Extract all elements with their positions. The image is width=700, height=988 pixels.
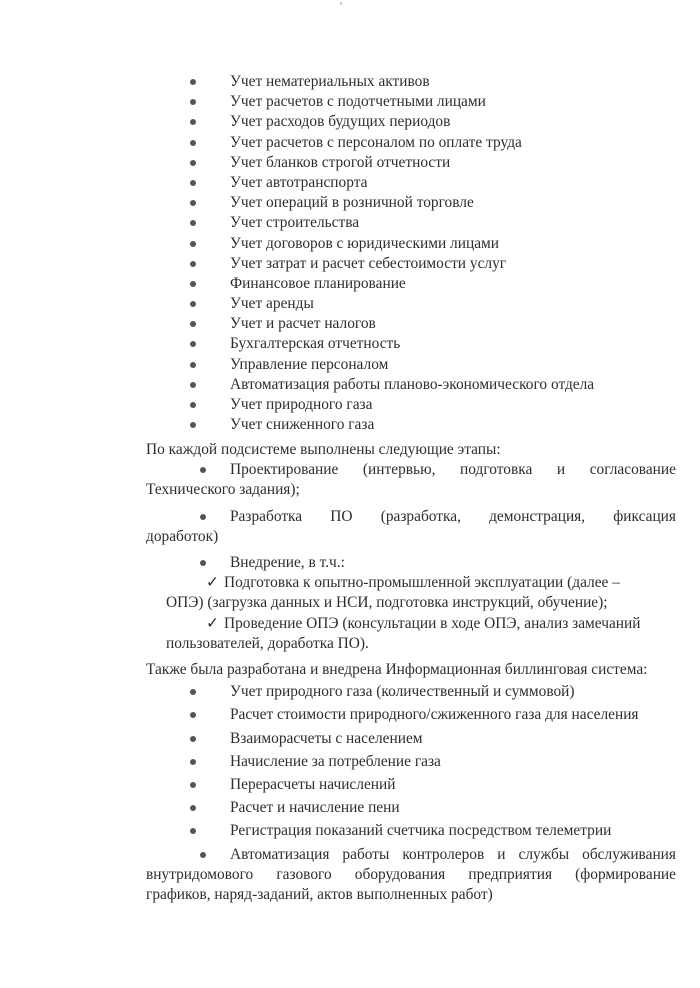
list-item: Расчет стоимости природного/сжиженного газа для населения xyxy=(190,703,676,726)
list-item: Управление персоналом xyxy=(190,355,594,375)
checkmark-icon: ✓ xyxy=(206,614,219,632)
list-item: Учет аренды xyxy=(190,294,594,314)
bullet-icon xyxy=(190,119,196,125)
list-item: Учет расчетов с персоналом по оплате труда xyxy=(190,133,594,153)
bullet-icon xyxy=(190,200,196,206)
stage-development-line1: Разработка ПО (разработка, демонстрация, фиксация xyxy=(146,507,676,527)
bullet-icon xyxy=(190,79,196,85)
stage-design-line1: Проектирование (интервью, подготовка и согласование xyxy=(146,460,676,480)
billing-list xyxy=(146,680,676,842)
billing-last-line1: Автоматизация работы контролеров и службы обслуживания xyxy=(146,845,676,865)
list-item: Расчет и начисление пени xyxy=(190,796,676,819)
bullet-icon xyxy=(190,362,196,368)
list-item: Учет природного газа xyxy=(190,395,594,415)
bullet-icon xyxy=(190,341,196,347)
stages-intro: По каждой подсистеме выполнены следующие этапы: xyxy=(146,441,501,458)
bullet-icon xyxy=(190,160,196,166)
checkmark-icon: ✓ xyxy=(206,574,219,592)
bullet-icon xyxy=(190,301,196,307)
billing-section xyxy=(146,660,676,905)
list-item: Учет сниженного газа xyxy=(190,415,594,435)
list-item: Регистрация показаний счетчика посредством телеметрии xyxy=(190,819,676,842)
list-item: Учет и расчет налогов xyxy=(190,314,594,334)
list-item: Учет договоров с юридическими лицами xyxy=(190,234,594,254)
list-item: Учет операций в розничной торговле xyxy=(190,193,594,213)
bullet-icon xyxy=(200,467,206,473)
bullet-icon xyxy=(190,402,196,408)
bullet-icon xyxy=(200,852,206,858)
bullet-icon xyxy=(190,241,196,247)
list-item: Учет природного газа (количественный и суммовой) xyxy=(190,680,676,703)
bullet-icon xyxy=(190,140,196,146)
list-item: Учет бланков строгой отчетности xyxy=(190,153,594,173)
bullet-icon xyxy=(190,321,196,327)
list-item: Учет строительства xyxy=(190,213,594,233)
bullet-icon xyxy=(190,99,196,105)
bullet-icon xyxy=(200,560,206,566)
list-item: Автоматизация работы планово-экономического отдела xyxy=(190,375,594,395)
bullet-icon xyxy=(190,382,196,388)
scan-speck xyxy=(340,2,342,5)
list-item: Учет расходов будущих периодов xyxy=(190,112,594,132)
list-item: Перерасчеты начислений xyxy=(190,773,676,796)
bullet-icon xyxy=(190,736,196,742)
bullet-icon xyxy=(190,759,196,765)
bullet-icon xyxy=(190,828,196,834)
subsystems-list xyxy=(190,72,594,435)
bullet-icon xyxy=(190,689,196,695)
billing-intro: Также была разработана и внедрена Информационная биллинговая система: xyxy=(146,661,648,678)
stage-deployment: Внедрение, в т.ч.: xyxy=(146,553,676,573)
deployment-sub1-line2: ОПЭ) (загрузка данных и НСИ, подготовка инструкций, обучение); xyxy=(166,594,608,612)
bullet-icon xyxy=(190,220,196,226)
bullet-icon xyxy=(190,281,196,287)
deployment-sub2-line1: ✓ Проведение ОПЭ (консультации в ходе ОПЭ, анализ замечаний xyxy=(146,614,676,634)
bullet-icon xyxy=(190,180,196,186)
bullet-icon xyxy=(190,261,196,267)
list-item: Учет нематериальных активов xyxy=(190,72,594,92)
list-item: Бухгалтерская отчетность xyxy=(190,334,594,354)
list-item: Учет автотранспорта xyxy=(190,173,594,193)
list-item: Финансовое планирование xyxy=(190,274,594,294)
billing-last-line2: внутридомового газового оборудования предприятия (формирование xyxy=(146,865,676,883)
stage-design-line2: Технического задания); xyxy=(146,481,300,499)
bullet-icon xyxy=(190,782,196,788)
stage-development-line2: доработок) xyxy=(146,527,219,545)
deployment-sub2-line2: пользователей, доработка ПО). xyxy=(166,634,369,652)
list-item: Учет затрат и расчет себестоимости услуг xyxy=(190,254,594,274)
bullet-icon xyxy=(200,514,206,520)
deployment-sub1-line1: ✓ Подготовка к опытно-промышленной эксплуатации (далее – xyxy=(146,573,676,593)
list-item: Начисление за потребление газа xyxy=(190,750,676,773)
bullet-icon xyxy=(190,422,196,428)
stages-section xyxy=(146,440,676,654)
billing-last-line3: графиков, наряд-заданий, актов выполненных работ) xyxy=(146,885,493,903)
bullet-icon xyxy=(190,712,196,718)
list-item: Взаиморасчеты с населением xyxy=(190,727,676,750)
bullet-icon xyxy=(190,805,196,811)
list-item: Учет расчетов с подотчетными лицами xyxy=(190,92,594,112)
